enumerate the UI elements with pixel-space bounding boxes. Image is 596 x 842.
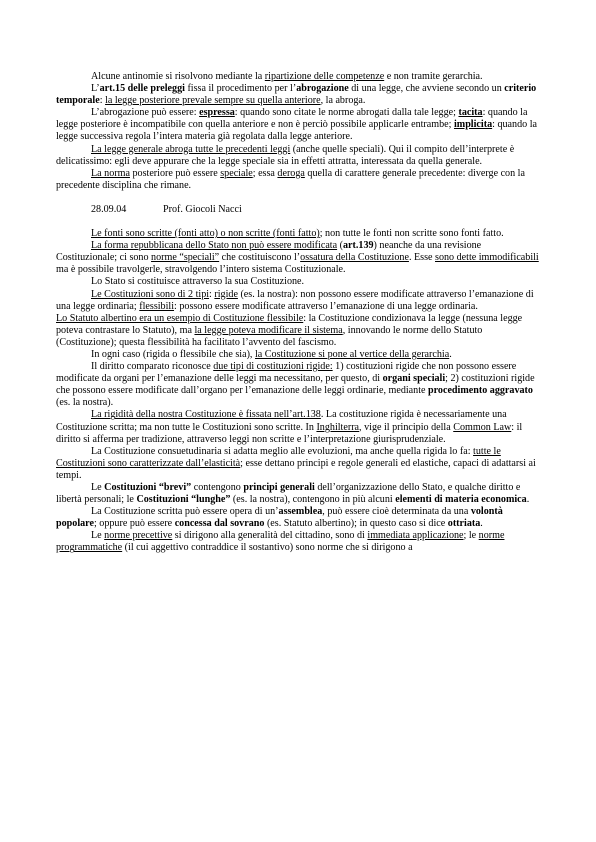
paragraph bbox=[56, 361, 540, 409]
paragraph bbox=[56, 228, 540, 240]
text-run: (es. la nostra): non possono essere modificate attraverso l’emanazione di una legge ordinaria; bbox=[56, 288, 534, 312]
text-run: la Costituzione si pone al vertice della gerarchia bbox=[254, 348, 450, 360]
text-run: concessa dal sovrano bbox=[174, 518, 265, 530]
text-run: la legge poteva modificare il sistema bbox=[194, 324, 343, 336]
text-run: ottriata bbox=[447, 518, 481, 530]
text-run: . Esse bbox=[408, 252, 436, 264]
text-run: criterio temporale bbox=[56, 83, 537, 107]
text-run: La Costituzione scritta può essere opera di un’ bbox=[91, 506, 279, 518]
paragraph bbox=[56, 313, 540, 349]
text-run: (es. la nostra), contengono in più alcuni bbox=[230, 494, 396, 506]
text-run: La legge generale abroga tutte le precedenti leggi bbox=[91, 143, 291, 155]
text-run: implicita bbox=[453, 119, 493, 131]
text-run: : il diritto si afferma per tradizione, attraverso leggi non scritte e l’interpretazione giurisprudenziale. bbox=[56, 421, 523, 445]
text-run: , la abroga. bbox=[320, 95, 366, 107]
text-run: La Costituzione consuetudinaria si adatta meglio alle evoluzioni, ma anche quella rigida lo fa: bbox=[91, 445, 474, 457]
text-run: volontà popolare bbox=[56, 506, 503, 530]
text-run: art.139 bbox=[342, 240, 374, 252]
text-run: : possono essere modificate attraverso l’emanazione di una legge ordinaria. bbox=[174, 300, 478, 312]
text-run: Le bbox=[91, 530, 105, 542]
text-run: Le Costituzioni sono di 2 tipi bbox=[91, 288, 210, 300]
text-run: due tipi di costituzioni rigide: bbox=[213, 361, 333, 373]
text-run: espressa bbox=[199, 107, 235, 119]
text-run: tacita bbox=[458, 107, 483, 119]
text-run: ; esse dettano principi e regole generali ed elastiche, capaci di adattarsi ai tempi. bbox=[56, 457, 536, 481]
text-run: organi speciali bbox=[382, 373, 446, 385]
text-run: quella di carattere generale precedente: diverge con la precedente disciplina che rimane. bbox=[56, 167, 525, 191]
text-run: : bbox=[209, 288, 215, 300]
text-run: (anche quelle speciali). Qui il compito dell’interprete è delicatissimo: egli deve appurare che la legge speciale sia in effetti attratta, interessata da quella generale. bbox=[56, 143, 515, 167]
text-run: deroga bbox=[277, 167, 305, 179]
text-run: abrogazione bbox=[296, 83, 349, 95]
text-run: (es. Statuto albertino); in questo caso si dice bbox=[264, 518, 448, 530]
paragraph bbox=[56, 446, 540, 482]
text-run: ) neanche da una revisione Costituzionale; ci sono bbox=[56, 240, 482, 264]
text-run: posteriore può essere bbox=[129, 167, 221, 179]
text-block-lesson-1 bbox=[56, 71, 540, 192]
text-run: Le bbox=[91, 482, 105, 493]
text-run: Costituzioni “lunghe” bbox=[136, 494, 231, 506]
text-run: la legge posteriore prevale sempre su quella anteriore bbox=[105, 95, 321, 107]
paragraph bbox=[56, 506, 540, 530]
text-run: assemblea bbox=[278, 506, 323, 518]
text-run: La norma bbox=[91, 167, 130, 179]
text-run: ; essa bbox=[252, 167, 278, 179]
text-run: Il diritto comparato riconosce bbox=[91, 361, 214, 373]
paragraph bbox=[56, 83, 540, 107]
text-run: principi generali bbox=[243, 482, 315, 493]
text-run: Alcune antinomie si risolvono mediante la bbox=[91, 71, 265, 82]
text-run: ossatura della Costituzione bbox=[300, 252, 409, 264]
text-run: Lo Stato si costituisce attraverso la sua Costituzione. bbox=[91, 276, 305, 288]
text-run: fissa il procedimento per l’ bbox=[184, 83, 297, 95]
text-run: . bbox=[480, 518, 483, 530]
text-block-lesson-2 bbox=[56, 228, 540, 555]
text-run: ; 2) costituzioni rigide che possono essere modificate dall’organo per l’emanazione delle leggi ordinarie, mediante bbox=[56, 373, 535, 397]
text-run: Lo Statuto albertino era un esempio di Costituzione flessibile bbox=[56, 312, 304, 324]
text-run: di una legge, che avviene secondo un bbox=[348, 83, 505, 95]
text-run: : quando la legge posteriore è incompatibile con quella anteriore e non è perciò possibile applicarle entrambe; bbox=[56, 107, 528, 131]
text-run: . bbox=[526, 494, 530, 506]
text-run: flessibili bbox=[139, 300, 175, 312]
text-run: ripartizione delle competenze bbox=[264, 71, 385, 82]
text-run: Le fonti sono scritte (fonti atto) o non scritte (fonti fatto) bbox=[91, 228, 320, 240]
text-run: : quando sono citate le norme abrogati dalla tale legge; bbox=[234, 107, 459, 119]
text-run: . bbox=[449, 348, 452, 360]
paragraph bbox=[56, 240, 540, 276]
text-run: norme programmatiche bbox=[56, 530, 505, 554]
lecture-date-line bbox=[56, 204, 540, 216]
text-run: La rigidità della nostra Costituzione è fissata nell’art.138 bbox=[91, 409, 321, 421]
text-run: : la Costituzione condizionava la legge (nessuna legge poteva contrastare lo Statuto), ma bbox=[56, 312, 523, 336]
lecture-author: Prof. Giocoli Nacci bbox=[163, 203, 242, 215]
text-run: In ogni caso (rigida o flessibile che sia), bbox=[91, 348, 255, 360]
text-run: (il cui aggettivo contraddice il sostantivo) sono norme che si dirigono a bbox=[122, 542, 413, 554]
text-run: ; non tutte le fonti non scritte sono fonti fatto. bbox=[319, 228, 504, 240]
paragraph bbox=[56, 168, 540, 192]
paragraph bbox=[56, 144, 540, 168]
paragraph bbox=[56, 530, 540, 554]
text-run: (es. la nostra). bbox=[56, 397, 114, 409]
text-run: art.15 delle preleggi bbox=[99, 83, 185, 95]
paragraph bbox=[56, 276, 540, 288]
text-run: che costituiscono l’ bbox=[219, 252, 301, 264]
text-run: tutte le Costituzioni sono caratterizzate dall’elasticità bbox=[56, 445, 501, 469]
paragraph bbox=[56, 289, 540, 313]
text-run: , innovando le norme dello Statuto (Costituzione); questa flessibilità ha facilitato l’avvento del fascismo. bbox=[56, 324, 483, 348]
text-run: L’abrogazione può essere: bbox=[91, 107, 200, 119]
text-run: . La costituzione rigida è necessariamente una Costituzione scritta; ma non tutte le Costituzioni sono scritte. In bbox=[56, 409, 507, 433]
paragraph bbox=[56, 349, 540, 361]
text-run: ( bbox=[337, 240, 343, 252]
paragraph bbox=[56, 409, 540, 445]
text-run: speciale bbox=[220, 167, 253, 179]
text-run: sono dette immodificabili bbox=[435, 252, 539, 264]
text-run: L’ bbox=[91, 83, 100, 95]
text-run: : quando la legge successiva regola l’intera materia già regolata dalla legge anteriore. bbox=[56, 119, 537, 143]
text-run: e non tramite gerarchia. bbox=[384, 71, 483, 82]
text-run: rigide bbox=[214, 288, 238, 300]
spacer bbox=[56, 216, 540, 228]
text-run: , può essere cioè determinata da una bbox=[322, 506, 471, 518]
spacer bbox=[56, 192, 540, 204]
paragraph bbox=[56, 482, 540, 506]
text-run: ; oppure può essere bbox=[93, 518, 175, 530]
text-run: Costituzioni “brevi” bbox=[104, 482, 192, 493]
text-run: procedimento aggravato bbox=[428, 385, 533, 397]
text-run: ; le bbox=[463, 530, 479, 542]
text-run: contengono bbox=[191, 482, 244, 493]
text-run: norme precettive bbox=[104, 530, 173, 542]
text-run: elementi di materia economica bbox=[395, 494, 527, 506]
paragraph bbox=[56, 71, 540, 83]
text-run: Inghilterra bbox=[316, 421, 360, 433]
text-run: , vige il principio della bbox=[359, 421, 454, 433]
text-run: Common Law bbox=[453, 421, 512, 433]
text-run: : bbox=[99, 95, 106, 107]
text-run: La forma repubblicana dello Stato non può essere modificata bbox=[91, 240, 338, 252]
lecture-date: 28.09.04 bbox=[91, 203, 127, 215]
text-run: dell’organizzazione dello Stato, e qualche diritto e libertà personali; le bbox=[56, 482, 521, 506]
text-run: norme “speciali” bbox=[151, 252, 220, 264]
paragraph bbox=[56, 107, 540, 143]
text-run: 1) costituzioni rigide che non possono essere modificate da organi per l’emanazione delle leggi ma necessitano, per questo, di bbox=[56, 361, 517, 385]
text-run: si dirigono alla generalità del cittadino, sono di bbox=[172, 530, 368, 542]
text-run: ma è possibile travolgerle, stravolgendo l’intero sistema Costituzionale. bbox=[56, 264, 346, 276]
text-run: immediata applicazione bbox=[367, 530, 464, 542]
